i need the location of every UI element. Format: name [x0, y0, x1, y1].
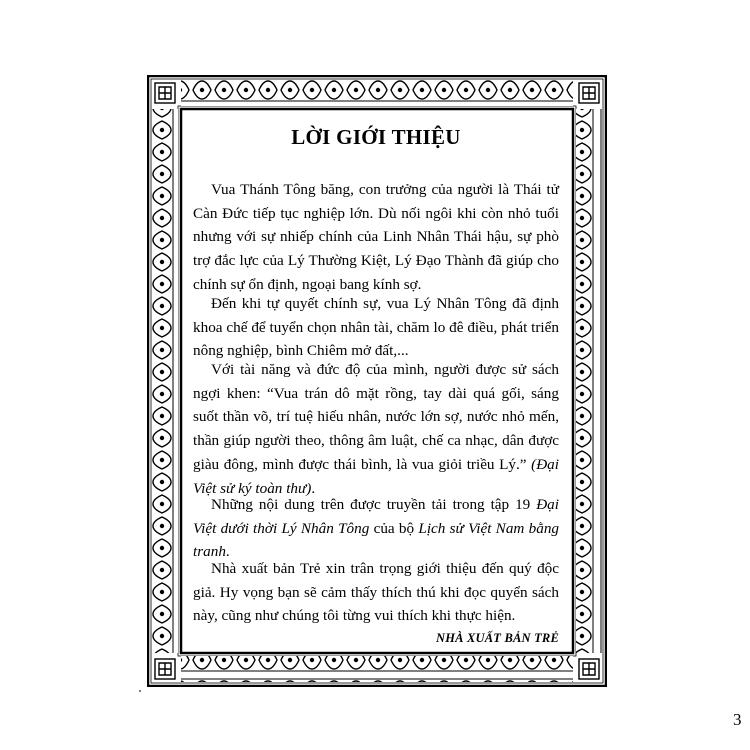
citation-source: (Đại Việt sử ký toàn thư) — [193, 455, 559, 497]
paragraph-1: Vua Thánh Tông băng, con trưởng của người là Thái tử Càn Đức tiếp tục nghiệp lớn. Dù nối ngôi khi còn nhỏ tuổi nhưng với sự nhiếp chính của Linh Nhân Thái hậu, sự phò trợ đắc lực của Lý Thường Kiệt, Lý Đạo Thành đã giúp cho chính sự ổn định, ngoại bang kính sợ. — [193, 181, 559, 293]
paragraph-4 — [193, 493, 559, 564]
series-title: Lịch sử Việt Nam bằng tranh — [193, 519, 560, 561]
page-title: LỜI GIỚI THIỆU — [291, 125, 461, 149]
paragraph-4-end: . — [225, 543, 230, 561]
paragraph-2: Đến khi tự quyết chính sự, vua Lý Nhân Tông đã định khoa chế để tuyển chọn nhân tài, chăm lo đê điều, phát triển nông nghiệp, bình Chiêm mở đất,... — [193, 295, 559, 360]
publisher-signature: NHÀ XUẤT BẢN TRẺ — [435, 631, 559, 645]
paragraph-4-mid: của bộ — [369, 519, 419, 537]
paragraph-5: Nhà xuất bản Trẻ xin trân trọng giới thiệu đến quý độc giả. Hy vọng bạn sẽ cảm thấy thích thú khi đọc quyển sách này, cũng như chúng tôi từng vui thích khi thực hiện. — [193, 560, 559, 625]
print-speck — [139, 690, 141, 692]
page-number: 3 — [733, 710, 742, 729]
decorative-page-frame — [147, 75, 607, 687]
volume-title: Đại Việt dưới thời Lý Nhân Tông — [193, 496, 559, 537]
paragraph-3-text: Với tài năng và đức độ của mình, người được sử sách ngợi khen: “Vua trán dô mặt rồng, tay dài quá gối, sáng suốt thần võ, trí tuệ hiếu nhân, nước lớn sợ, nước nhỏ mến, thần giúp người theo, thông âm luật, chế ca nhạc, dân được giàu đông, mình được thái bình, là vua giỏi triều Lý.” — [193, 361, 559, 473]
paragraph-3 — [193, 358, 559, 500]
paragraph-4-lead: Những nội dung trên được truyền tải trong tập 19 — [211, 496, 537, 513]
paragraph-3-end: . — [311, 479, 316, 497]
page-content — [193, 121, 560, 645]
